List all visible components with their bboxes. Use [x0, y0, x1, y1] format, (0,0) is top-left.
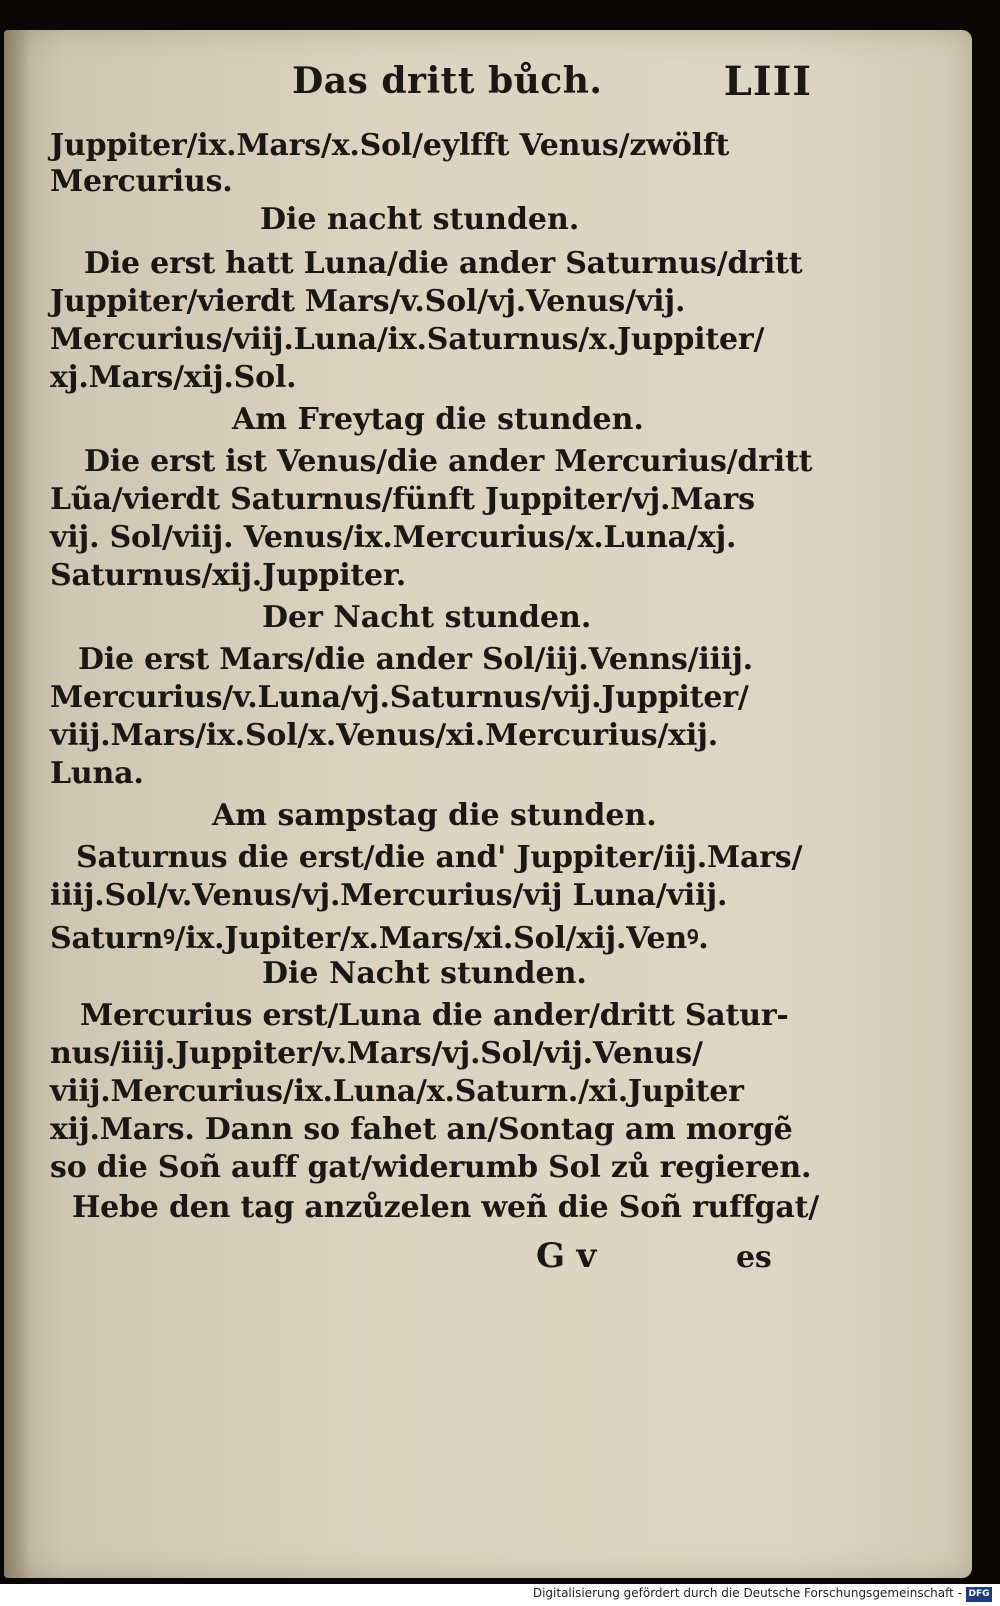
- text-line-25: viij.Mercurius/ix.Luna/x.Saturn./xi.Jupiter: [50, 1074, 744, 1109]
- text-line-14: Die erst Mars/die ander Sol/iij.Venns/iiij.: [78, 642, 753, 677]
- running-head: Das dritt bůch.: [292, 60, 603, 102]
- text-line-11: vij. Sol/viij. Venus/ix.Mercurius/x.Luna/xj.: [50, 520, 737, 555]
- section-heading-night-hours-3: Die Nacht stunden.: [262, 956, 587, 991]
- text-line-4: Die erst hatt Luna/die ander Saturnus/dritt: [84, 246, 803, 281]
- digitization-footer: [0, 1584, 1000, 1606]
- text-line-15: Mercurius/v.Luna/vj.Saturnus/vij.Juppiter/: [50, 680, 749, 715]
- text-line-6: Mercurius/viij.Luna/ix.Saturnus/x.Juppiter/: [50, 322, 765, 357]
- text-line-16: viij.Mars/ix.Sol/x.Venus/xi.Mercurius/xij.: [50, 718, 718, 753]
- text-line-26: xij.Mars. Dann so fahet an/Sontag am morgẽ: [50, 1112, 793, 1147]
- funding-credit: Digitalisierung gefördert durch die Deutsche Forschungsgemeinschaft -: [532, 1586, 962, 1600]
- text-line-21: Saturnꝰ/ix.Jupiter/x.Mars/xi.Sol/xij.Venꝰ.: [50, 921, 709, 956]
- text-line-5: Juppiter/vierdt Mars/v.Sol/vj.Venus/vij.: [50, 284, 686, 319]
- text-line-27: so die Soñ auff gat/widerumb Sol zů regieren.: [50, 1150, 812, 1185]
- section-heading-friday: Am Freytag die stunden.: [232, 402, 644, 437]
- text-line-23: Mercurius erst/Luna die ander/dritt Satur-: [80, 998, 789, 1033]
- section-heading-night-hours-2: Der Nacht stunden.: [262, 600, 592, 635]
- folio-number: LIII: [723, 58, 812, 105]
- section-heading-saturday: Am sampstag die stunden.: [212, 798, 657, 833]
- signature-mark: G v: [536, 1236, 597, 1276]
- catchword: es: [736, 1240, 772, 1275]
- section-heading-night-hours: Die nacht stunden.: [260, 202, 580, 237]
- text-line-10: Lũa/vierdt Saturnus/fünft Juppiter/vj.Mars: [50, 482, 755, 517]
- text-line-9: Die erst ist Venus/die ander Mercurius/dritt: [84, 444, 813, 479]
- dfg-logo: DFG: [966, 1587, 992, 1602]
- text-line-2: Mercurius.: [50, 164, 233, 199]
- page-spine-shadow: [4, 30, 30, 1578]
- text-line-28: Hebe den tag anzůzelen weñ die Soñ ruffgat/: [72, 1190, 819, 1225]
- text-line-17: Luna.: [50, 756, 144, 791]
- text-line-1: Juppiter/ix.Mars/x.Sol/eylfft Venus/zwölft: [50, 128, 730, 163]
- text-line-12: Saturnus/xij.Juppiter.: [50, 558, 407, 593]
- text-line-20: iiij.Sol/v.Venus/vj.Mercurius/vij Luna/viij.: [50, 878, 728, 913]
- text-line-19: Saturnus die erst/die and' Juppiter/iij.Mars/: [76, 840, 803, 875]
- text-line-24: nus/iiij.Juppiter/v.Mars/vj.Sol/vij.Venus/: [50, 1036, 703, 1071]
- text-line-7: xj.Mars/xij.Sol.: [50, 360, 297, 395]
